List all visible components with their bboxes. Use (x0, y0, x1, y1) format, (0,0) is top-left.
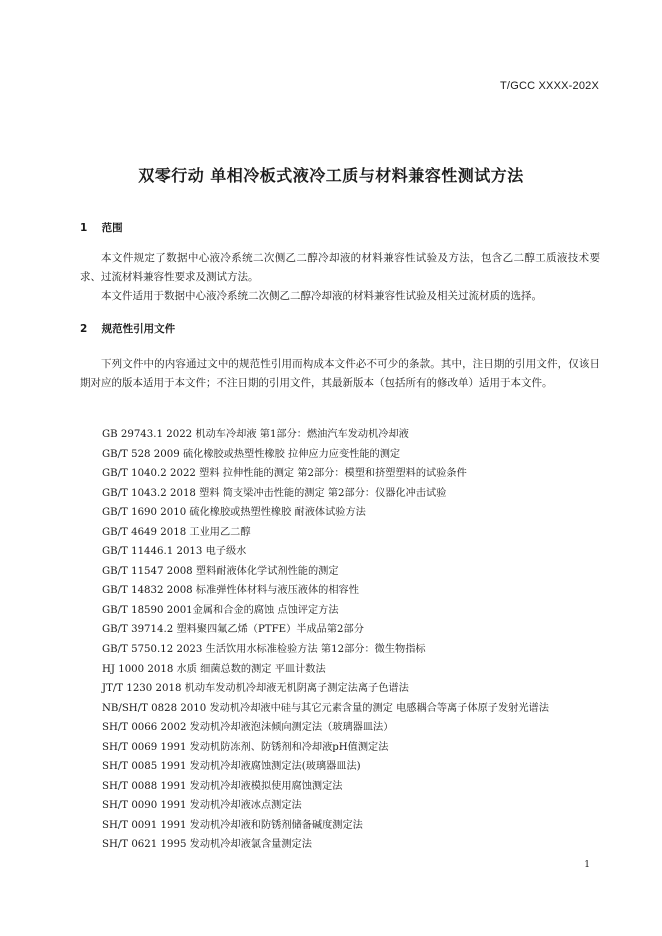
reference-item: SH/T 0069 1991 发动机防冻剂、防锈剂和冷却液pH值测定法 (102, 741, 389, 753)
section-number: 2 (80, 323, 88, 335)
section-heading-text: 范围 (101, 222, 123, 234)
reference-item: GB/T 18590 2001金属和合金的腐蚀 点蚀评定方法 (102, 604, 339, 616)
reference-item: SH/T 0085 1991 发动机冷却液腐蚀测定法(玻璃器皿法) (102, 761, 361, 773)
paragraph: 本文件规定了数据中心液冷系统二次侧乙二醇冷却液的材料兼容性试验及方法，包含乙二醇工质液技术要求、过流材料兼容性要求及测试方法。 (80, 252, 600, 283)
reference-item: GB/T 1040.2 2022 塑料 拉伸性能的测定 第2部分：模塑和挤塑塑料的试验条件 (102, 468, 467, 480)
reference-item: SH/T 0090 1991 发动机冷却液冰点测定法 (102, 800, 302, 812)
reference-item: GB/T 39714.2 塑料聚四氟乙烯（PTFE）半成品第2部分 (102, 624, 364, 636)
page-number: 1 (584, 860, 590, 870)
reference-item: GB 29743.1 2022 机动车冷却液 第1部分：燃油汽车发动机冷却液 (102, 429, 409, 440)
reference-item: GB/T 1043.2 2018 塑料 简支梁冲击性能的测定 第2部分：仪器化冲击试验 (102, 487, 447, 499)
reference-item: GB/T 4649 2018 工业用乙二醇 (102, 526, 251, 538)
reference-item: JT/T 1230 2018 机动车发动机冷却液无机阴离子测定法离子色谱法 (102, 683, 409, 695)
reference-item: SH/T 0088 1991 发动机冷却液模拟使用腐蚀测定法 (102, 780, 343, 792)
reference-item: SH/T 0066 2002 发动机冷却液泡沫倾向测定法（玻璃器皿法） (102, 722, 394, 734)
section-body-scope (80, 249, 600, 306)
reference-item: NB/SH/T 0828 2010 发动机冷却液中硅与其它元素含量的测定 电感耦合等离子体原子发射光谱法 (102, 702, 549, 714)
reference-item: GB/T 1690 2010 硫化橡胶或热塑性橡胶 耐液体试验方法 (102, 507, 366, 519)
section-number: 1 (80, 222, 88, 234)
reference-list (102, 425, 602, 855)
reference-item: GB/T 11446.1 2013 电子级水 (102, 546, 247, 558)
reference-item: SH/T 0621 1995 发动机冷却液氯含量测定法 (102, 839, 312, 851)
reference-item: GB/T 528 2009 硫化橡胶或热塑性橡胶 拉伸应力应变性能的测定 (102, 448, 401, 460)
reference-item: SH/T 0091 1991 发动机冷却液和防锈剂储备碱度测定法 (102, 819, 363, 831)
document-title: 双零行动 单相冷板式液冷工质与材料兼容性测试方法 (138, 166, 524, 185)
reference-item: GB/T 14832 2008 标准弹性体材料与液压液体的相容性 (102, 585, 359, 597)
reference-item: GB/T 11547 2008 塑料耐液体化学试剂性能的测定 (102, 565, 339, 577)
section-body-normative-references (80, 355, 600, 393)
paragraph: 本文件适用于数据中心液冷系统二次侧乙二醇冷却液的材料兼容性试验及相关过流材质的选择。 (101, 290, 542, 302)
document-code: T/GCC XXXX-202X (500, 80, 599, 92)
section-heading-normative-references (80, 321, 175, 336)
section-heading-scope (80, 220, 123, 235)
paragraph: 下列文件中的内容通过文中的规范性引用而构成本文件必不可少的条款。其中，注日期的引用文件，仅该日期对应的版本适用于本文件；不注日期的引用文件，其最新版本（包括所有的修改单）适用于本文件。 (80, 358, 600, 389)
section-heading-text: 规范性引用文件 (101, 323, 176, 335)
reference-item: HJ 1000 2018 水质 细菌总数的测定 平皿计数法 (102, 663, 326, 675)
reference-item: GB/T 5750.12 2023 生活饮用水标准检验方法 第12部分：微生物指标 (102, 644, 426, 656)
